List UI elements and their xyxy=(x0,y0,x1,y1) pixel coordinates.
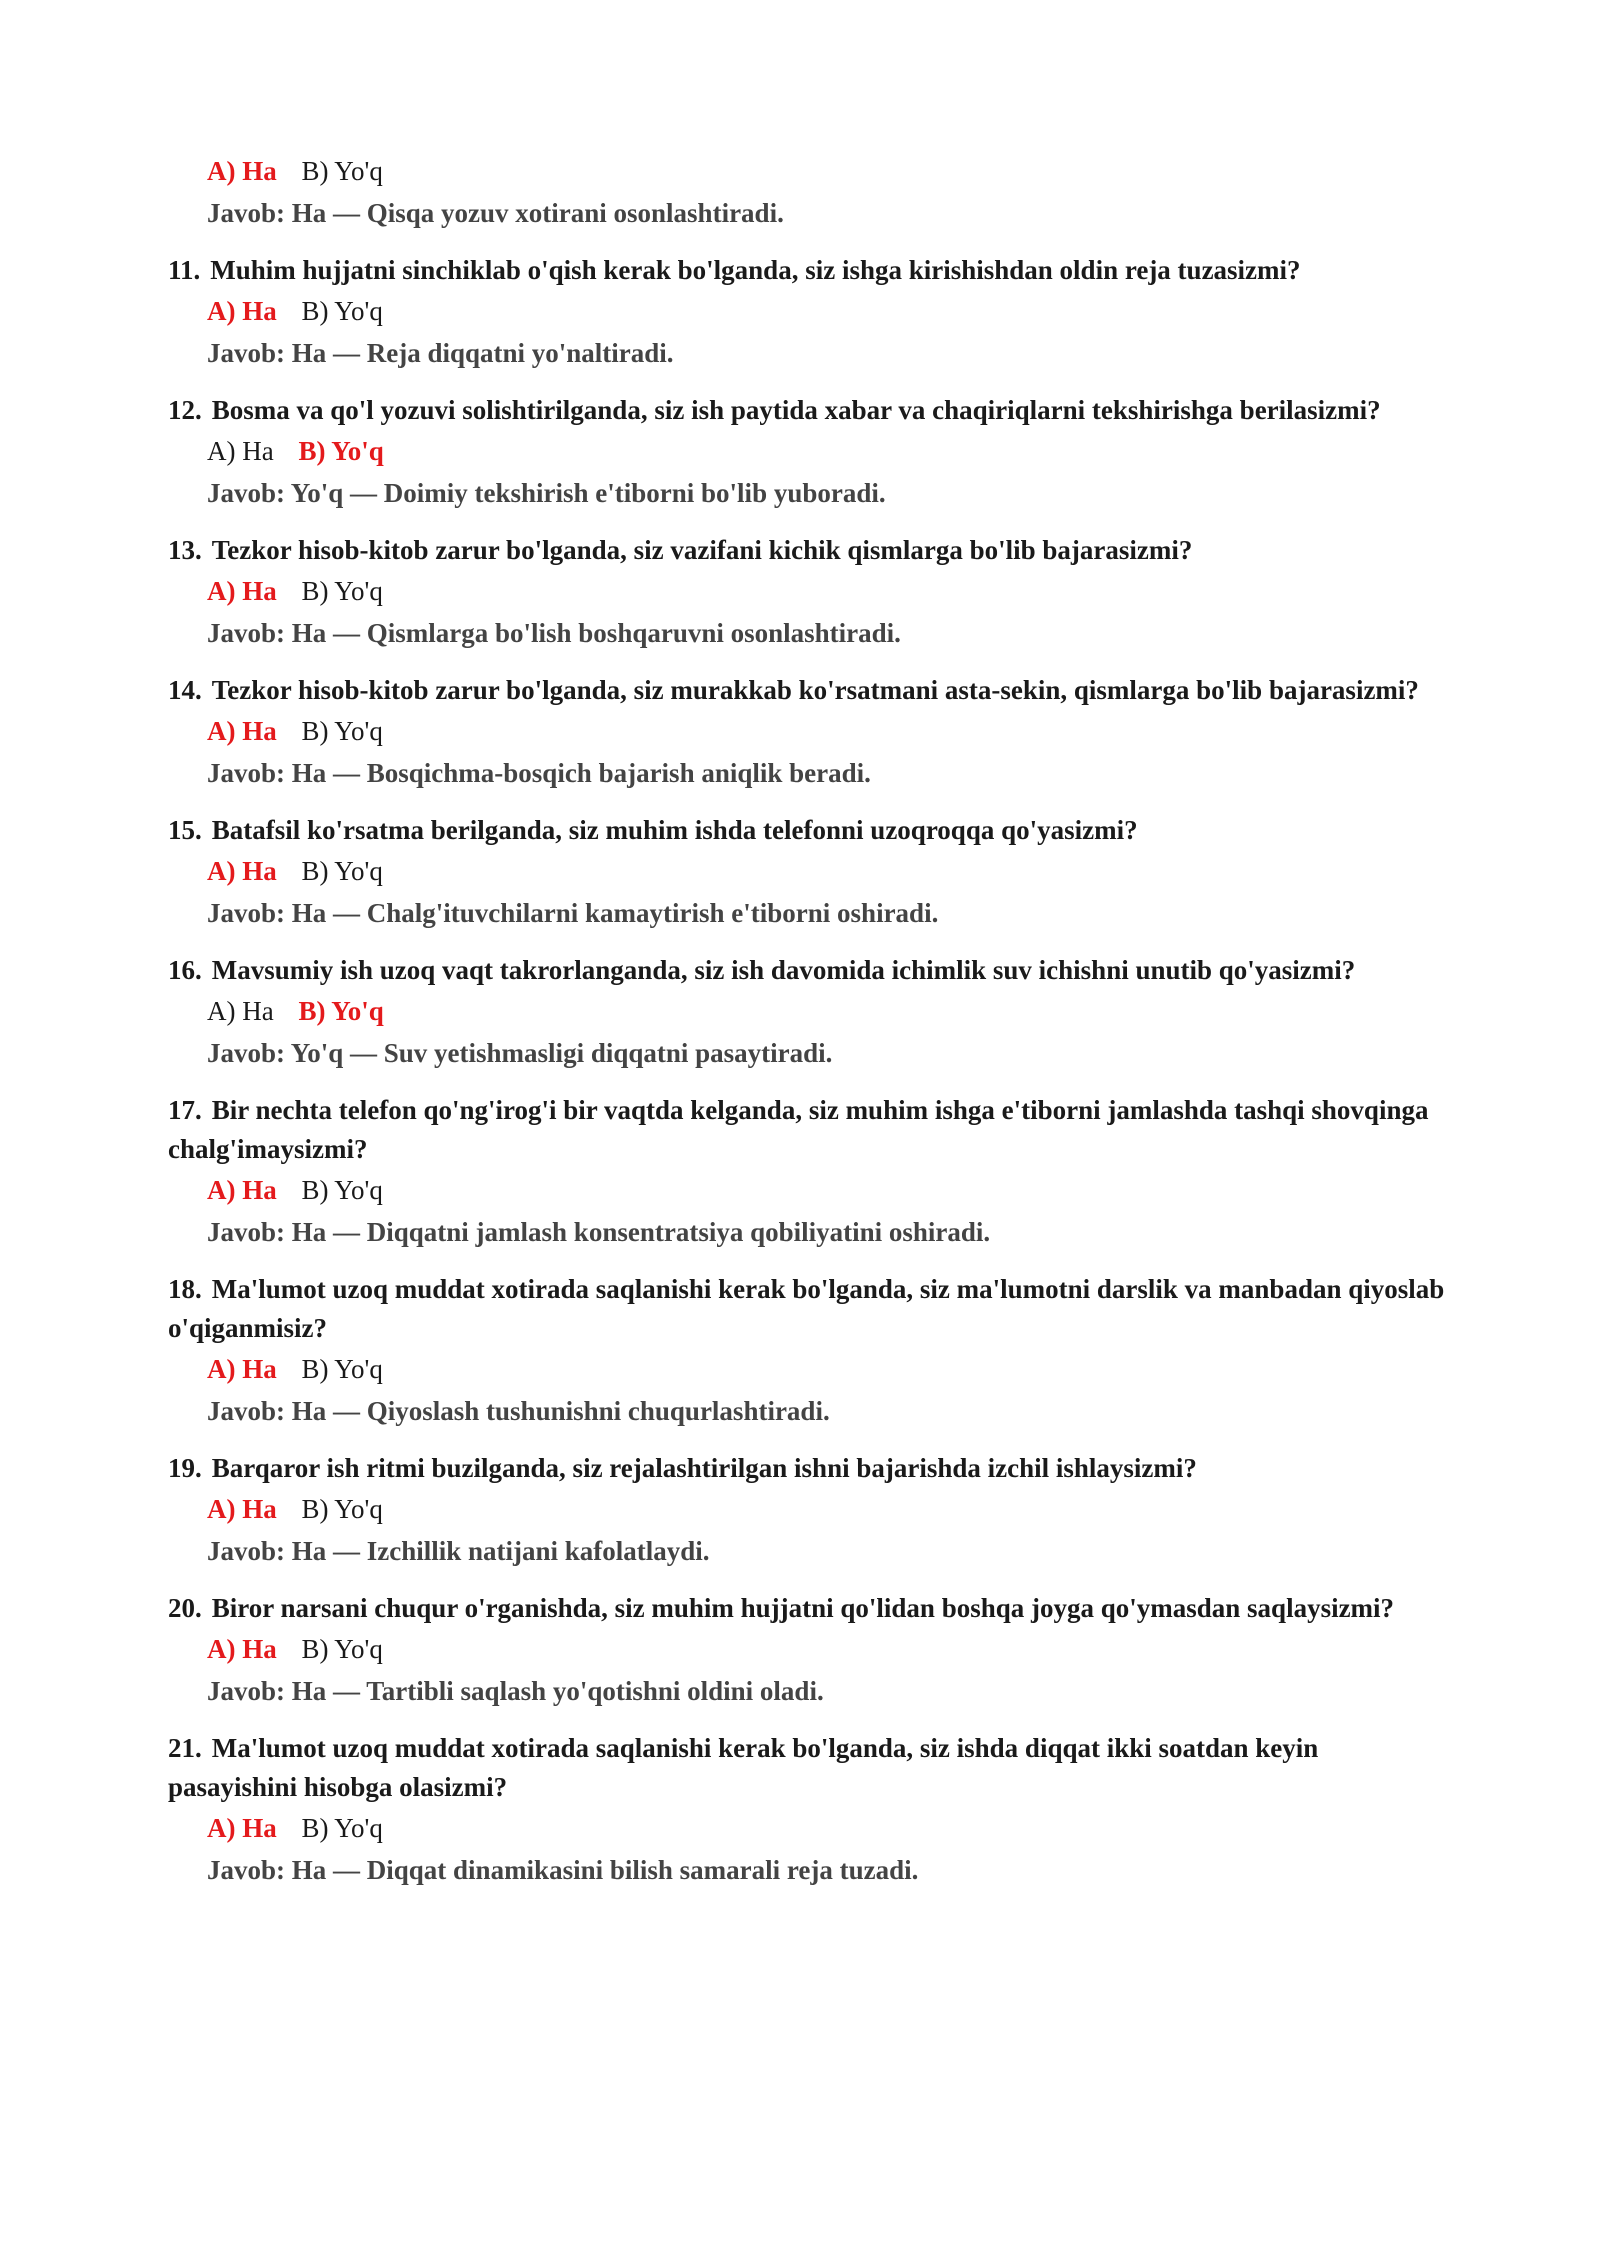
question-body: Barqaror ish ritmi buzilganda, siz rejalashtirilgan ishni bajarishda izchil ishlaysizmi? xyxy=(211,1453,1197,1483)
question-body: Ma'lumot uzoq muddat xotirada saqlanishi kerak bo'lganda, siz ishda diqqat ikki soatdan keyin pasayishini hisobga olasizmi? xyxy=(168,1733,1319,1802)
option-b[interactable]: B) Yo'q xyxy=(298,996,384,1026)
question-body: Mavsumiy ish uzoq vaqt takrorlanganda, siz ish davomida ichimlik suv ichishni unutib qo'yasizmi? xyxy=(211,955,1356,985)
option-a[interactable]: A) Ha xyxy=(207,1494,277,1524)
question-list xyxy=(168,150,1448,1908)
question-text xyxy=(168,251,1448,290)
question-body: Bosma va qo'l yozuvi solishtirilganda, siz ish paytida xabar va chaqiriqlarni tekshirishga berilasizmi? xyxy=(211,395,1381,425)
answer-text: Javob: Ha — Tartibli saqlash yo'qotishni oldini oladi. xyxy=(207,1676,824,1706)
question-text xyxy=(168,1589,1448,1628)
question-item xyxy=(168,531,1448,654)
question-text xyxy=(168,951,1448,990)
question-text xyxy=(168,671,1448,710)
answer-text: Javob: Ha — Bosqichma-bosqich bajarish aniqlik beradi. xyxy=(207,758,871,788)
answer-text: Javob: Ha — Qiyoslash tushunishni chuqurlashtiradi. xyxy=(207,1396,830,1426)
question-item xyxy=(168,1091,1448,1253)
option-b[interactable]: B) Yo'q xyxy=(301,156,383,186)
question-text xyxy=(168,391,1448,430)
question-number: 11. xyxy=(168,255,201,285)
question-item xyxy=(168,1449,1448,1572)
option-b[interactable]: B) Yo'q xyxy=(301,296,383,326)
options-row xyxy=(207,570,1448,612)
answer-text: Javob: Ha — Qisqa yozuv xotirani osonlashtiradi. xyxy=(207,198,784,228)
question-text xyxy=(168,531,1448,570)
option-a[interactable]: A) Ha xyxy=(207,856,277,886)
question-item xyxy=(168,811,1448,934)
option-b[interactable]: B) Yo'q xyxy=(301,576,383,606)
option-a[interactable]: A) Ha xyxy=(207,436,274,466)
option-a[interactable]: A) Ha xyxy=(207,296,277,326)
options-row xyxy=(207,1807,1448,1849)
question-item xyxy=(168,251,1448,374)
question-number: 17. xyxy=(168,1095,202,1125)
question-number: 12. xyxy=(168,395,202,425)
question-body: Muhim hujjatni sinchiklab o'qish kerak bo'lganda, siz ishga kirishishdan oldin reja tuzasizmi? xyxy=(210,255,1301,285)
option-b[interactable]: B) Yo'q xyxy=(301,1175,383,1205)
answer-text: Javob: Ha — Qismlarga bo'lish boshqaruvni osonlashtiradi. xyxy=(207,618,901,648)
option-a[interactable]: A) Ha xyxy=(207,1354,277,1384)
answer-text: Javob: Ha — Diqqatni jamlash konsentratsiya qobiliyatini oshiradi. xyxy=(207,1217,991,1247)
question-number: 13. xyxy=(168,535,202,565)
option-b[interactable]: B) Yo'q xyxy=(301,1494,383,1524)
options-row xyxy=(207,990,1448,1032)
question-text xyxy=(168,1091,1448,1169)
options-row xyxy=(207,290,1448,332)
question-body: Ma'lumot uzoq muddat xotirada saqlanishi kerak bo'lganda, siz ma'lumotni darslik va manbadan qiyoslab o'qiganmisiz? xyxy=(168,1274,1445,1343)
question-text xyxy=(168,1729,1448,1807)
answer-text: Javob: Ha — Diqqat dinamikasini bilish samarali reja tuzadi. xyxy=(207,1855,919,1885)
option-b[interactable]: B) Yo'q xyxy=(298,436,384,466)
question-item xyxy=(168,1270,1448,1432)
question-text xyxy=(168,1449,1448,1488)
question-number: 20. xyxy=(168,1593,202,1623)
option-a[interactable]: A) Ha xyxy=(207,156,277,186)
answer-text: Javob: Yo'q — Suv yetishmasligi diqqatni pasaytiradi. xyxy=(207,1038,833,1068)
option-a[interactable]: A) Ha xyxy=(207,576,277,606)
question-number: 14. xyxy=(168,675,202,705)
answer-text: Javob: Ha — Reja diqqatni yo'naltiradi. xyxy=(207,338,674,368)
question-item xyxy=(168,1589,1448,1712)
options-row xyxy=(207,1348,1448,1390)
question-body: Tezkor hisob-kitob zarur bo'lganda, siz vazifani kichik qismlarga bo'lib bajarasizmi? xyxy=(211,535,1193,565)
options-row xyxy=(207,150,1448,192)
question-body: Batafsil ko'rsatma berilganda, siz muhim ishda telefonni uzoqroqqa qo'yasizmi? xyxy=(211,815,1138,845)
question-number: 18. xyxy=(168,1274,202,1304)
option-b[interactable]: B) Yo'q xyxy=(301,856,383,886)
question-body: Tezkor hisob-kitob zarur bo'lganda, siz murakkab ko'rsatmani asta-sekin, qismlarga bo'lib bajarasizmi? xyxy=(211,675,1419,705)
question-number: 16. xyxy=(168,955,202,985)
option-a[interactable]: A) Ha xyxy=(207,1813,277,1843)
question-number: 15. xyxy=(168,815,202,845)
options-row xyxy=(207,1628,1448,1670)
question-number: 19. xyxy=(168,1453,202,1483)
answer-text: Javob: Ha — Chalg'ituvchilarni kamaytirish e'tiborni oshiradi. xyxy=(207,898,939,928)
option-a[interactable]: A) Ha xyxy=(207,996,274,1026)
answer-text: Javob: Yo'q — Doimiy tekshirish e'tiborni bo'lib yuboradi. xyxy=(207,478,886,508)
options-row xyxy=(207,1169,1448,1211)
option-b[interactable]: B) Yo'q xyxy=(301,716,383,746)
options-row xyxy=(207,850,1448,892)
question-item xyxy=(168,671,1448,794)
question-body: Biror narsani chuqur o'rganishda, siz muhim hujjatni qo'lidan boshqa joyga qo'ymasdan saqlaysizmi? xyxy=(211,1593,1395,1623)
option-b[interactable]: B) Yo'q xyxy=(301,1634,383,1664)
question-item xyxy=(168,150,1448,234)
question-body: Bir nechta telefon qo'ng'irog'i bir vaqtda kelganda, siz muhim ishga e'tiborni jamlashda tashqi shovqinga chalg'imaysizmi? xyxy=(168,1095,1429,1164)
question-number: 21. xyxy=(168,1733,202,1763)
answer-text: Javob: Ha — Izchillik natijani kafolatlaydi. xyxy=(207,1536,710,1566)
question-item xyxy=(168,951,1448,1074)
question-text xyxy=(168,811,1448,850)
question-item xyxy=(168,1729,1448,1891)
option-b[interactable]: B) Yo'q xyxy=(301,1354,383,1384)
options-row xyxy=(207,430,1448,472)
question-item xyxy=(168,391,1448,514)
options-row xyxy=(207,1488,1448,1530)
option-b[interactable]: B) Yo'q xyxy=(301,1813,383,1843)
option-a[interactable]: A) Ha xyxy=(207,1634,277,1664)
options-row xyxy=(207,710,1448,752)
option-a[interactable]: A) Ha xyxy=(207,1175,277,1205)
option-a[interactable]: A) Ha xyxy=(207,716,277,746)
question-text xyxy=(168,1270,1448,1348)
